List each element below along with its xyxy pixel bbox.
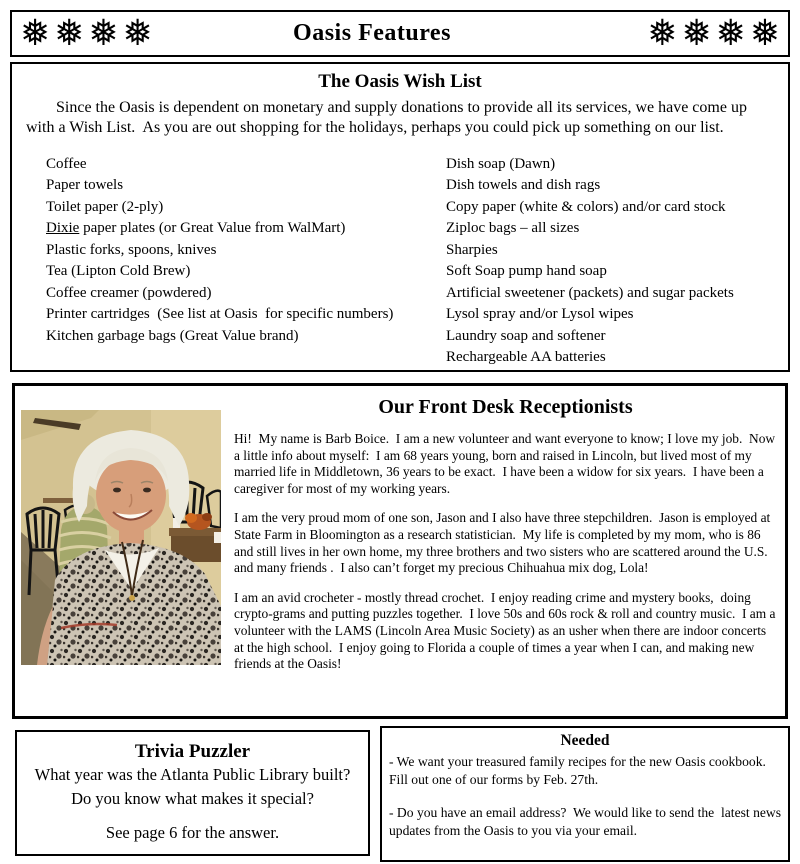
trivia-section	[15, 730, 370, 856]
wish-list-item: Dish towels and dish rags	[446, 177, 601, 194]
wish-list-columns	[46, 156, 788, 371]
wish-list-item: Printer cartridges (See list at Oasis for specific numbers)	[46, 306, 394, 323]
wish-list-item: Dish soap (Dawn)	[446, 155, 556, 172]
wish-list-item: Plastic forks, spoons, knives	[46, 241, 217, 258]
receptionist-paragraph: I am the very proud mom of one son, Jason and I also have three stepchildren. Jason is employed at State Farm in Bloomington as a research statistician. My life is completed by my mom, who is 86 and still lives in her own home, my three brothers and two sisters who are scattered around the U.S. and many friends . I also can’t forget my precious Chihuahua mix dog, Lola!	[234, 510, 774, 576]
trivia-question-2: Do you know what makes it special?	[71, 788, 314, 808]
wish-list-item: Copy paper (white & colors) and/or card stock	[446, 198, 726, 215]
snowflake-icon: ❅	[681, 12, 712, 54]
receptionists-section	[12, 383, 788, 719]
needed-section	[380, 726, 790, 862]
wish-list-item: Coffee	[46, 155, 87, 172]
snowflake-icon: ❅	[715, 12, 746, 54]
snowflakes-right	[645, 14, 782, 54]
trivia-question-1: What year was the Atlanta Public Library built?	[34, 765, 351, 784]
wish-list-item: Laundry soap and softener	[446, 327, 606, 344]
trivia-title: Trivia Puzzler	[134, 741, 251, 762]
wish-list-left-column	[46, 156, 446, 371]
wish-list-right-column	[446, 156, 776, 371]
wish-list-item: Dixie paper plates (or Great Value from WalMart)	[46, 220, 346, 237]
snowflake-icon: ❅	[749, 12, 780, 54]
wish-list-section	[10, 62, 790, 372]
wish-list-item: Lysol spray and/or Lysol wipes	[446, 306, 634, 323]
wish-list-item: Sharpies	[446, 241, 498, 258]
page-header	[10, 10, 790, 57]
snowflake-icon: ❅	[54, 12, 85, 54]
wish-list-item: Coffee creamer (powdered)	[46, 284, 212, 301]
receptionist-paragraph: I am an avid crocheter - mostly thread crochet. I enjoy reading crime and mystery books, doing crypto-grams and putting puzzles together. I love 50s and 60s rock & roll and country music. I am a volunteer with the LAMS (Lincoln Area Music Society) as an usher when there are indoor concerts at the high school. I enjoy going to Florida a couple of times a year when I can, and making new friends at the Oasis!	[234, 589, 779, 672]
snowflake-icon: ❅	[647, 12, 678, 54]
receptionist-photo-illustration	[21, 410, 221, 665]
snowflake-icon: ❅	[20, 12, 51, 54]
needed-title: Needed	[560, 732, 610, 749]
snowflake-icon: ❅	[88, 12, 119, 54]
receptionists-title: Our Front Desk Receptionists	[378, 396, 633, 418]
needed-item-email: - Do you have an email address? We would like to send the latest news updates from the Oasis to you via your email.	[389, 804, 785, 839]
snowflakes-left	[18, 14, 155, 54]
wish-list-title: The Oasis Wish List	[318, 71, 482, 92]
trivia-answer-hint: See page 6 for the answer.	[105, 822, 280, 842]
receptionist-photo	[21, 410, 221, 665]
wish-list-item: Tea (Lipton Cold Brew)	[46, 263, 191, 280]
wish-list-item: Toilet paper (2-ply)	[46, 198, 164, 215]
wish-list-item: Rechargeable AA batteries	[446, 349, 606, 366]
wish-list-item: Ziploc bags – all sizes	[446, 220, 580, 237]
page-title: Oasis Features	[293, 20, 451, 46]
wish-list-item: Artificial sweetener (packets) and sugar packets	[446, 284, 734, 301]
receptionist-text-column	[233, 386, 785, 716]
receptionist-paragraphs	[234, 431, 777, 673]
snowflake-icon: ❅	[122, 12, 153, 54]
receptionist-paragraph: Hi! My name is Barb Boice. I am a new volunteer and want everyone to know; I love my job. Now a little info about myself: I am 68 years young, born and raised in Lincoln, but lived most of my married life in Middletown, 36 years to be exact. I have been a widow for six years. I have been a caregiver for most of my working years.	[234, 431, 779, 496]
needed-item-recipes: - We want your treasured family recipes for the new Oasis cookbook. Fill out one of our forms by Feb. 27th.	[389, 754, 770, 788]
wish-list-item: Soft Soap pump hand soap	[446, 263, 607, 280]
wish-list-item: Kitchen garbage bags (Great Value brand)	[46, 327, 299, 344]
wish-list-intro: Since the Oasis is dependent on monetary and supply donations to provide all its services, we have come up with a Wish List. As you are out shopping for the holidays, perhaps you could pick up something on our list.	[26, 99, 751, 137]
wish-list-item: Paper towels	[46, 177, 124, 194]
